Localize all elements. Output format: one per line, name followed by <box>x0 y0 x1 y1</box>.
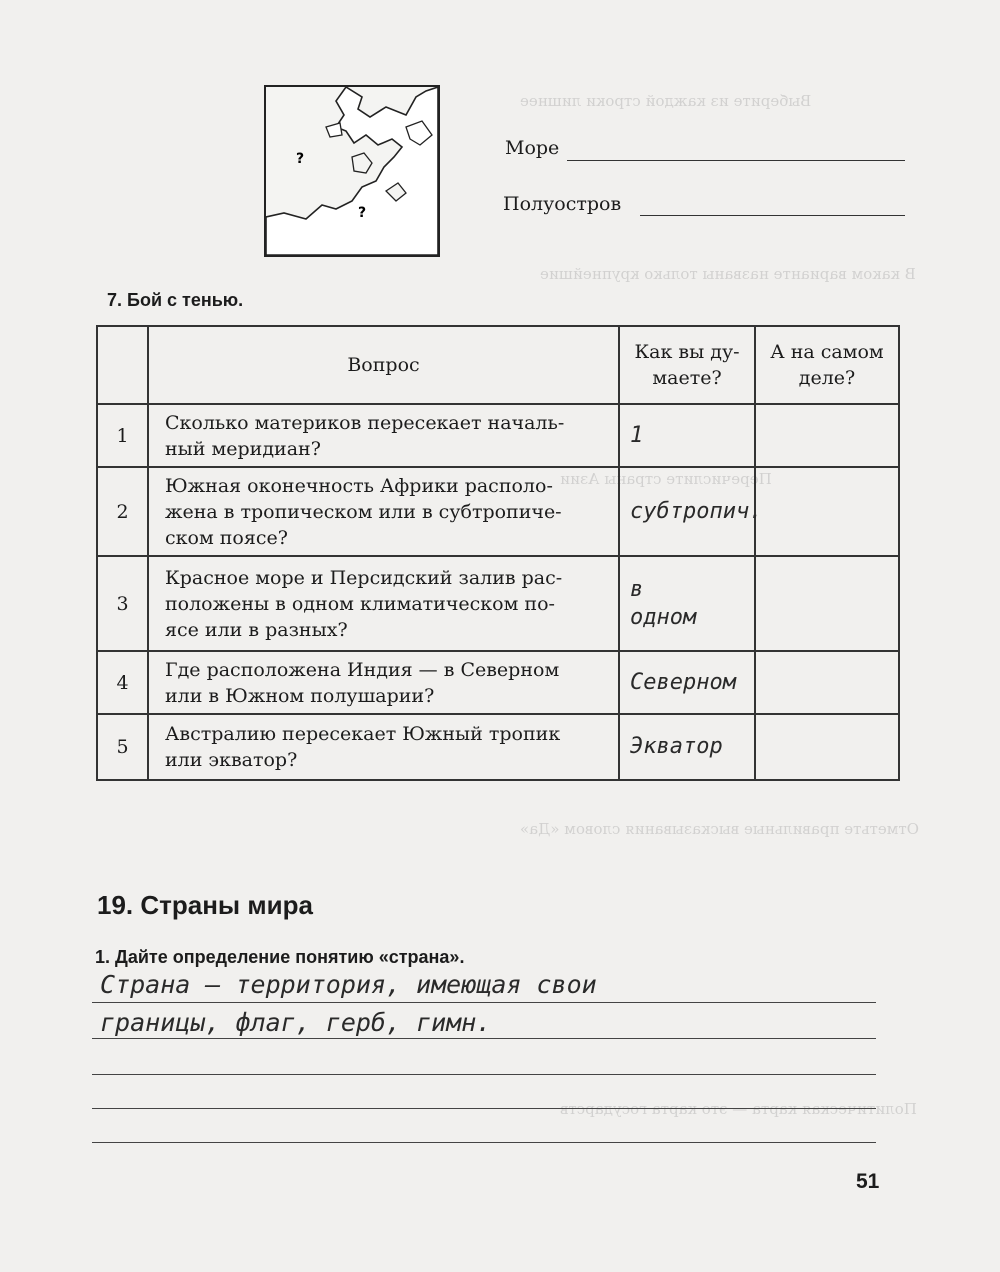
bleed-through-text: Выберите из каждой строки лишнее <box>520 92 812 110</box>
map-question-mark: ? <box>296 151 305 167</box>
answer-line[interactable] <box>92 1002 876 1003</box>
row-question: Австралию пересекает Южный тропик или экватор? <box>148 714 619 780</box>
row-actual-answer[interactable] <box>755 714 899 780</box>
row-number: 4 <box>97 651 148 714</box>
row-guess-answer[interactable]: Северном <box>619 651 755 714</box>
row-guess-answer[interactable]: 1 <box>619 404 755 467</box>
peninsula-answer-line[interactable] <box>640 215 905 216</box>
peninsula-field-label: Полуостров <box>503 193 622 215</box>
coastline-map <box>266 87 438 255</box>
bleed-through-text: Отметьте правильные высказывания словом «Да» <box>520 820 920 838</box>
row-number: 2 <box>97 467 148 556</box>
table-row <box>97 651 899 714</box>
section-title: 19. Страны мира <box>97 890 313 920</box>
answer-line[interactable] <box>92 1038 876 1039</box>
row-actual-answer[interactable] <box>755 404 899 467</box>
bleed-through-text: В каком варианте названы только крупнейшие <box>540 265 916 283</box>
row-actual-answer[interactable] <box>755 467 899 556</box>
shadow-fight-table <box>96 325 900 781</box>
page-number: 51 <box>856 1170 880 1193</box>
row-actual-answer[interactable] <box>755 651 899 714</box>
row-question: Сколько материков пересекает началь- ный меридиан? <box>148 404 619 467</box>
bleed-through-text: Перечислите страны Азии <box>560 470 772 488</box>
row-question: Южная оконечность Африки располо- жена в тропическом или в субтропиче- ском поясе? <box>148 467 619 556</box>
header-number <box>97 326 148 404</box>
table-row <box>97 556 899 651</box>
sea-answer-line[interactable] <box>567 160 905 161</box>
task-1-title: 1. Дайте определение понятию «страна». <box>95 947 465 967</box>
row-guess-answer[interactable]: в одном <box>619 556 755 651</box>
answer-line[interactable] <box>92 1142 876 1143</box>
map-question-mark: ? <box>358 205 367 221</box>
sea-field-label: Море <box>505 137 560 159</box>
row-number: 3 <box>97 556 148 651</box>
table-row <box>97 714 899 780</box>
row-guess-answer[interactable]: субтропич. <box>619 467 755 556</box>
header-your-guess: Как вы ду- маете? <box>619 326 755 404</box>
task-7-title: 7. Бой с тенью. <box>107 290 244 310</box>
table-row <box>97 404 899 467</box>
answer-line[interactable] <box>92 1108 876 1109</box>
header-actual: А на самом деле? <box>755 326 899 404</box>
answer-line[interactable] <box>92 1074 876 1075</box>
row-number: 1 <box>97 404 148 467</box>
row-number: 5 <box>97 714 148 780</box>
bleed-through-text: Политическая карта — это карта государств <box>560 1100 917 1118</box>
row-question: Где расположена Индия — в Северном или в Южном полушарии? <box>148 651 619 714</box>
header-question: Вопрос <box>148 326 619 404</box>
table-row <box>97 467 899 556</box>
row-question: Красное море и Персидский залив рас- положены в одном климатическом по- ясе или в разных? <box>148 556 619 651</box>
handwritten-definition-line1: Страна — территория, имеющая свои <box>100 970 597 999</box>
map-figure <box>264 85 440 257</box>
table-header-row <box>97 326 899 404</box>
row-guess-answer[interactable]: Экватор <box>619 714 755 780</box>
handwritten-definition-line2: границы, флаг, герб, гимн. <box>100 1008 492 1037</box>
row-actual-answer[interactable] <box>755 556 899 651</box>
